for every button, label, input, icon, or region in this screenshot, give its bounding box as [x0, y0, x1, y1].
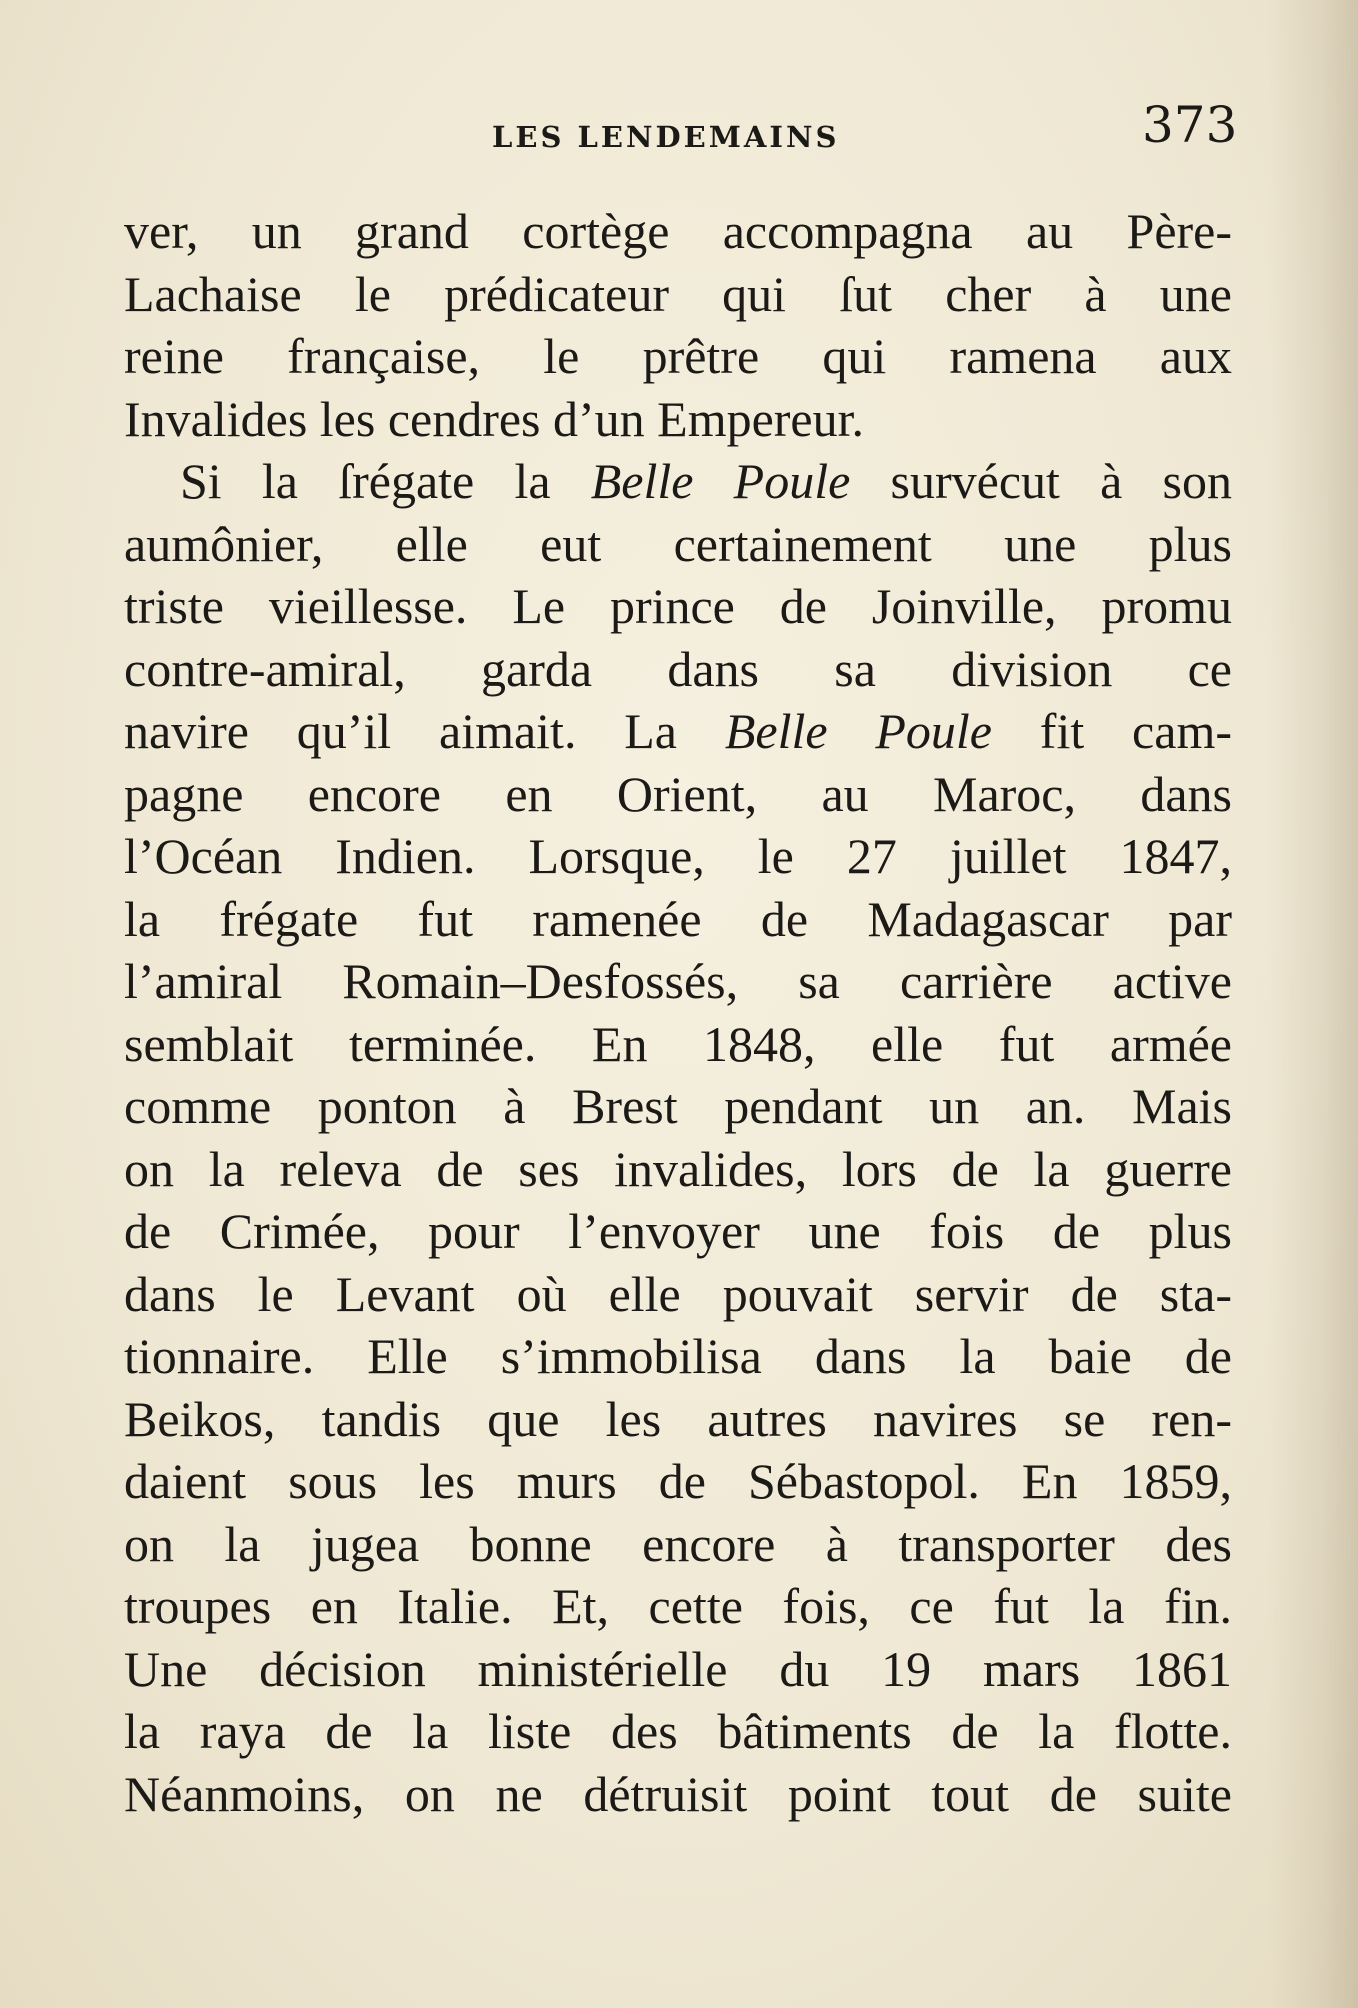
- italic-text: Belle Poule: [724, 703, 992, 759]
- text-segment: triste vieillesse. Le prince de Joinville, promu: [124, 578, 1232, 634]
- text-line: [124, 1325, 1232, 1388]
- text-line: [124, 638, 1232, 701]
- text-line: [124, 1138, 1232, 1201]
- text-segment: Beikos, tandis que les autres navires se ren-: [124, 1390, 1232, 1447]
- text-line: [124, 1700, 1232, 1763]
- text-segment: reine française, le prêtre qui ramena aux: [124, 328, 1232, 384]
- text-line: [124, 1200, 1232, 1263]
- text-segment: on la jugea bonne encore à transporter des: [124, 1515, 1232, 1572]
- text-line: [124, 1638, 1232, 1701]
- text-line: [124, 950, 1232, 1013]
- text-line: [124, 1513, 1232, 1576]
- text-line: [124, 1388, 1232, 1451]
- text-segment: semblait terminée. En 1848, elle fut armée: [124, 1015, 1232, 1072]
- page-header: [0, 96, 1358, 172]
- text-segment: comme ponton à Brest pendant un an. Mais: [124, 1078, 1232, 1134]
- text-line: [124, 700, 1232, 763]
- text-line: [124, 575, 1232, 638]
- italic-text: Belle Poule: [590, 453, 851, 509]
- text-segment: la raya de la liste des bâtiments de la flotte.: [124, 1703, 1232, 1759]
- text-line: [124, 888, 1232, 951]
- text-segment: l’Océan Indien. Lorsque, le 27 juillet 1847,: [124, 828, 1232, 884]
- text-line: [124, 200, 1232, 263]
- text-line: [124, 513, 1232, 576]
- text-segment: troupes en Italie. Et, cette fois, ce fut la fin.: [124, 1578, 1232, 1634]
- text-line: [124, 763, 1232, 826]
- text-line: [124, 1075, 1232, 1138]
- running-head: LES LENDEMAINS: [492, 120, 840, 154]
- text-segment: aumônier, elle eut certainement une plus: [124, 515, 1232, 572]
- text-segment: Néanmoins, on ne détruisit point tout de suite: [124, 1765, 1232, 1822]
- text-segment: Si la ſrégate la: [180, 453, 591, 509]
- text-segment: de Crimée, pour l’envoyer une fois de plus: [124, 1203, 1232, 1259]
- text-segment: ver, un grand cortège accompagna au Père-: [124, 203, 1232, 259]
- text-segment: la frégate fut ramenée de Madagascar par: [124, 890, 1232, 947]
- text-segment: fit cam-: [991, 703, 1232, 759]
- text-segment: pagne encore en Orient, au Maroc, dans: [124, 765, 1232, 822]
- text-segment: tionnaire. Elle s’immobilisa dans la baie de: [124, 1328, 1232, 1384]
- text-segment: contre-amiral, garda dans sa division ce: [124, 640, 1232, 697]
- text-segment: daient sous les murs de Sébastopol. En 1859,: [124, 1453, 1232, 1509]
- text-segment: l’amiral Romain–Desfossés, sa carrière active: [124, 953, 1232, 1009]
- text-line: [124, 450, 1232, 513]
- page-gutter-shadow: [1268, 0, 1358, 2008]
- page-number: 373: [1142, 96, 1238, 154]
- text-segment: on la releva de ses invalides, lors de la guerre: [124, 1140, 1232, 1197]
- text-segment: Invalides les cendres d’un Empereur.: [124, 390, 865, 447]
- text-line: [124, 1263, 1232, 1326]
- text-line: [124, 1450, 1232, 1513]
- text-line: [124, 825, 1232, 888]
- text-segment: Lachaise le prédicateur qui ſut cher à une: [124, 265, 1232, 322]
- text-line: [124, 1575, 1232, 1638]
- text-line: [124, 325, 1232, 388]
- text-line: [124, 1763, 1232, 1826]
- text-segment: Une décision ministérielle du 19 mars 1861: [124, 1640, 1232, 1697]
- text-segment: dans le Levant où elle pouvait servir de sta-: [124, 1265, 1232, 1322]
- text-segment: survécut à son: [850, 453, 1232, 509]
- text-line: [124, 263, 1232, 326]
- text-line: [124, 1013, 1232, 1076]
- text-segment: navire qu’il aimait. La: [124, 703, 725, 759]
- body-text: [124, 200, 1232, 1825]
- text-line: [124, 388, 1232, 451]
